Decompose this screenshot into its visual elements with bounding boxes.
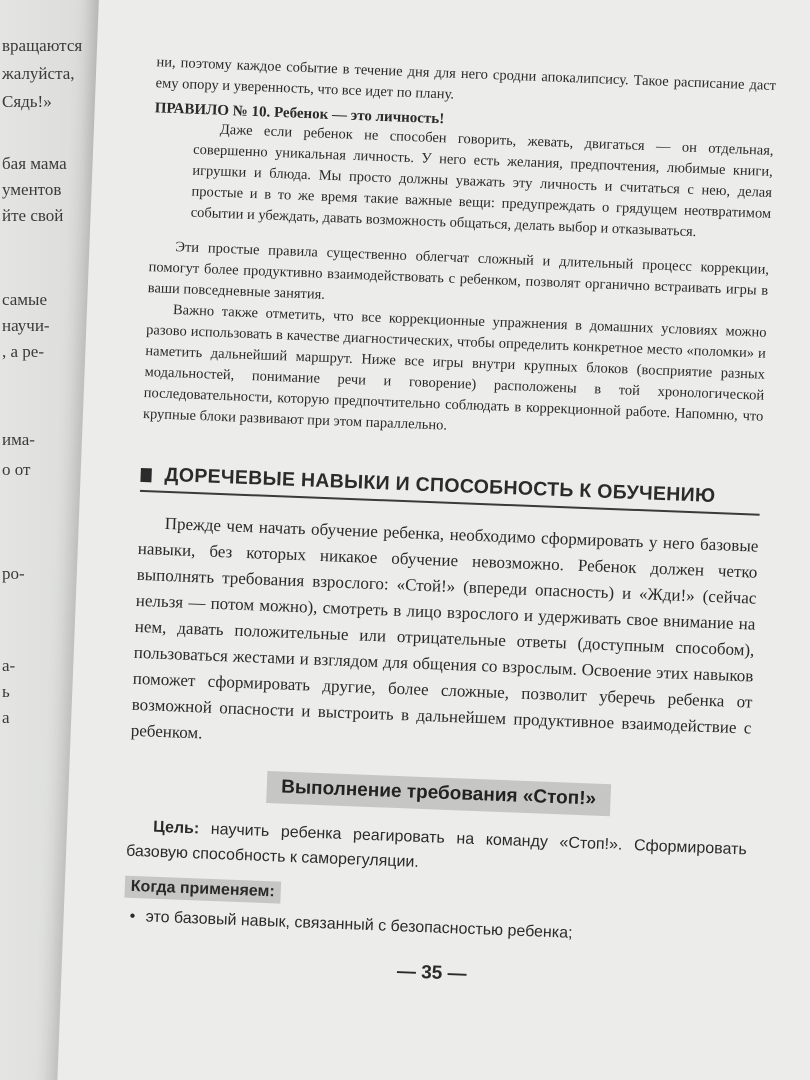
- rule-10-title: ПРАВИЛО № 10. Ребенок — это личность!: [154, 100, 445, 128]
- exercise-heading: Выполнение требования «Стоп!»: [267, 771, 611, 816]
- left-fragment: ументов: [2, 180, 62, 199]
- rule-10-text: Даже если ребенок не способен говорить, жевать, двигаться — он отдельная, совершенно уникальная личность. У него есть желания, предпочтения, любимые книги, игрушки и блюда. Мы просто должны уважать эту личность и считаться с нею, делая простые и в то же время такие важные вещи: предупреждать о грядущем неотвратимом событии и убеждать, давать возможность общаться, делать выбор и отказываться.: [190, 121, 774, 241]
- left-fragment: вращаются: [2, 36, 83, 55]
- left-fragment: о от: [2, 460, 31, 479]
- left-fragment: ь: [2, 682, 10, 701]
- left-fragment: , а ре-: [2, 342, 45, 361]
- left-fragment: има-: [2, 430, 35, 449]
- bullet-text: это базовый навык, связанный с безопасностью ребенка;: [145, 908, 573, 942]
- goal-text: научить ребенка реагировать на команду «Стоп!». Сформировать базовую способность к саморегуляции.: [125, 820, 748, 871]
- goal: [126, 814, 747, 888]
- goal-label: Цель:: [152, 818, 200, 838]
- left-fragment: Сядь!»: [2, 92, 52, 111]
- paragraph-2: Важно также отметить, что все коррекционные упражнения в домашних условиях можно разово использовать в качестве диагностических, чтобы определить конкретное место «поломки» и наметить дальнейший маршрут. Ниже все игры внутри крупных блоков (восприятие разных модальностей, понимание речи и говорение) расположены в той хронологической последовательности, которую предпочтительно соблюдать в коррекционной работе. Напомню, что крупные блоки развивают при этом параллельно.: [142, 302, 767, 434]
- left-fragment: ро-: [2, 564, 25, 583]
- page-content: [122, 52, 777, 996]
- left-fragment: самые: [2, 290, 48, 309]
- left-fragment: йте свой: [2, 206, 64, 225]
- when-label: Когда применяем:: [124, 876, 281, 904]
- section-paragraph: Прежде чем начать обучение ребенка, необходимо сформировать у него базовые навыки, без которых никакое обучение невозможно. Ребенок должен четко выполнять требования взрослого: «Стой!» (впереди опасность) и «Жди!» (сейчас нельзя — потом можно), смотреть в лицо взрослого и удерживать свое внимание на нем, давать положительные или отрицательные ответы (доступным способом), пользоваться жестами и взглядом для общения со взрослым. Освоение этих навыков поможет сформировать другие, более сложные, позволит уберечь ребенка от возможной опасности и выстроить в дальнейшем продуктивное взаимодействие с ребенком.: [130, 513, 759, 743]
- left-fragment: научи-: [2, 316, 50, 335]
- book-page: [56, 0, 810, 1080]
- page-number: — 35 —: [396, 961, 467, 985]
- left-fragment: жалуйста,: [2, 64, 75, 83]
- intro-paragraph: ни, поэтому каждое событие в течение дня для него сродни апокалипсису. Такое расписание даст ему опору и уверенность, что все идет по плану.: [155, 54, 777, 103]
- left-fragment: бая мама: [2, 154, 67, 173]
- paragraph-1: Эти простые правила существенно облегчат сложный и длительный процесс коррекции, помогут более продуктивно взаимодействовать с ребенком, позволят органично встраивать игры в ваши повседневные занятия.: [147, 239, 770, 303]
- square-bullet-icon: [140, 468, 152, 482]
- section-heading-text: ДОРЕЧЕВЫЕ НАВЫКИ И СПОСОБНОСТЬ К ОБУЧЕНИЮ: [164, 463, 716, 508]
- left-fragment: а: [2, 708, 10, 727]
- left-fragment: а-: [2, 656, 16, 675]
- section-heading: [140, 463, 761, 516]
